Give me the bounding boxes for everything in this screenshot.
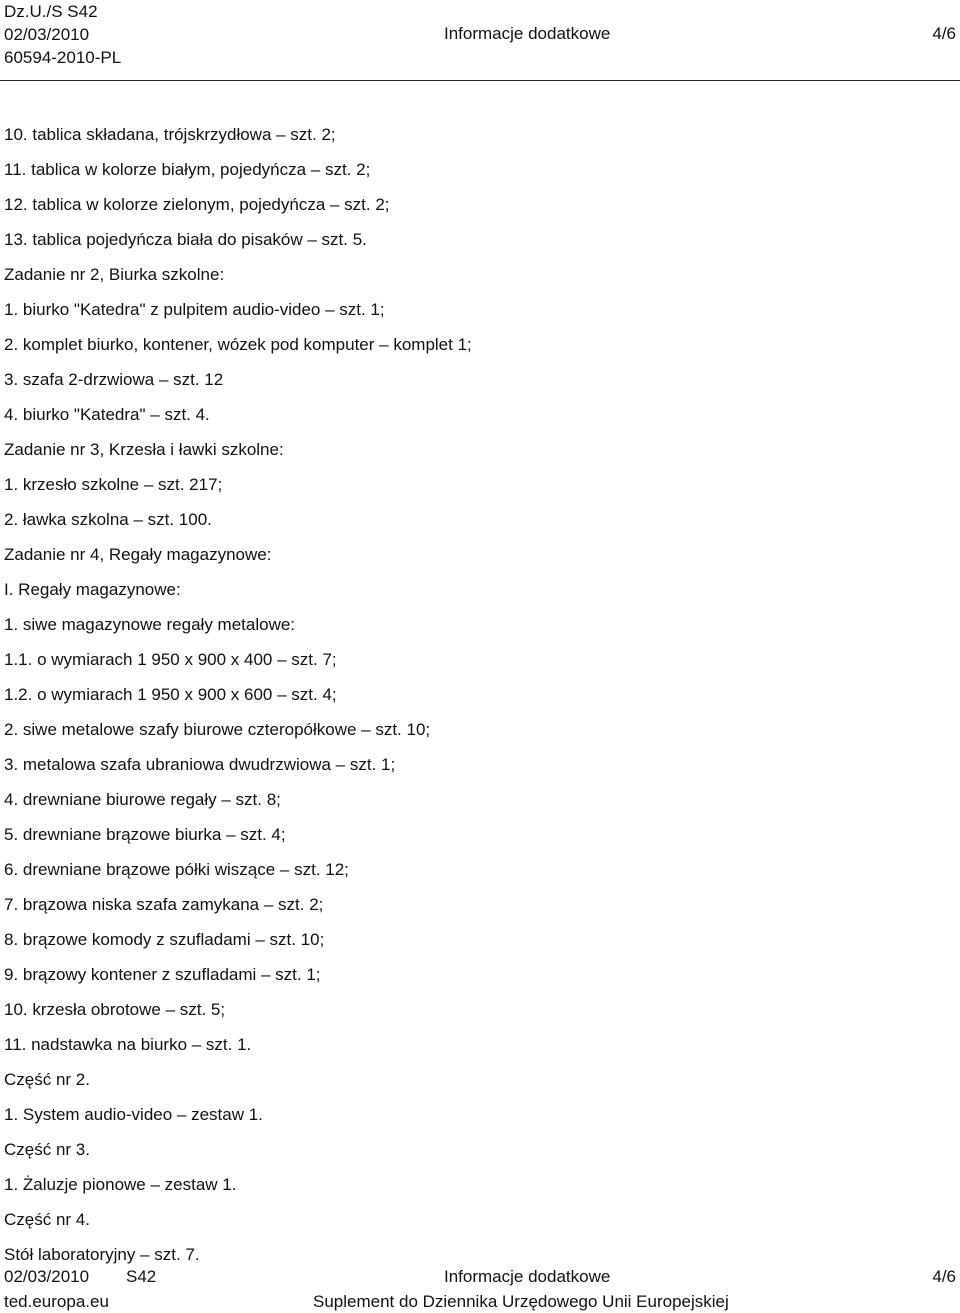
footer-publication: Suplement do Dziennika Urzędowego Unii Europejskiej xyxy=(313,1292,729,1311)
header-date: 02/03/2010 xyxy=(4,25,90,44)
page-header xyxy=(0,0,960,70)
header-section-title: Informacje dodatkowe xyxy=(444,24,611,43)
text-line: Część nr 3. xyxy=(4,1140,90,1159)
text-line: 1. krzesło szkolne – szt. 217; xyxy=(4,475,223,494)
text-line: Zadanie nr 2, Biurka szkolne: xyxy=(4,265,225,284)
page-footer xyxy=(0,1263,960,1311)
text-line: 7. brązowa niska szafa zamykana – szt. 2; xyxy=(4,895,324,914)
document-body xyxy=(4,117,944,1272)
text-line: 4. biurko "Katedra" – szt. 4. xyxy=(4,405,210,424)
footer-page-number: 4/6 xyxy=(932,1267,956,1286)
text-line: Część nr 2. xyxy=(4,1070,90,1089)
text-line: 1. Żaluzje pionowe – zestaw 1. xyxy=(4,1175,237,1194)
text-line: 2. komplet biurko, kontener, wózek pod komputer – komplet 1; xyxy=(4,335,472,354)
text-line: Zadanie nr 4, Regały magazynowe: xyxy=(4,545,272,564)
text-line: 5. drewniane brązowe biurka – szt. 4; xyxy=(4,825,286,844)
text-line: 4. drewniane biurowe regały – szt. 8; xyxy=(4,790,281,809)
text-line: 3. metalowa szafa ubraniowa dwudrzwiowa – szt. 1; xyxy=(4,755,396,774)
text-line: 8. brązowe komody z szufladami – szt. 10; xyxy=(4,930,325,949)
text-line: 1. System audio-video – zestaw 1. xyxy=(4,1105,263,1124)
text-line: 1.2. o wymiarach 1 950 x 900 x 600 – szt. 4; xyxy=(4,685,337,704)
footer-site: ted.europa.eu xyxy=(4,1292,109,1311)
text-line: 2. ławka szkolna – szt. 100. xyxy=(4,510,212,529)
text-line: 11. nadstawka na biurko – szt. 1. xyxy=(4,1035,252,1054)
text-line: 1. biurko "Katedra" z pulpitem audio-video – szt. 1; xyxy=(4,300,385,319)
header-page-number: 4/6 xyxy=(932,24,956,43)
footer-section-title: Informacje dodatkowe xyxy=(444,1267,611,1286)
text-line: 12. tablica w kolorze zielonym, pojedyńcza – szt. 2; xyxy=(4,195,390,214)
text-line: Część nr 4. xyxy=(4,1210,90,1229)
header-divider xyxy=(0,80,960,81)
text-line: Stół laboratoryjny – szt. 7. xyxy=(4,1245,200,1264)
text-line: 13. tablica pojedyńcza biała do pisaków – szt. 5. xyxy=(4,230,367,249)
text-line: 10. tablica składana, trójskrzydłowa – szt. 2; xyxy=(4,125,336,144)
notice-id: 60594-2010-PL xyxy=(4,48,122,67)
text-line: 6. drewniane brązowe półki wiszące – szt. 12; xyxy=(4,860,349,879)
text-line: I. Regały magazynowe: xyxy=(4,580,181,599)
text-line: 2. siwe metalowe szafy biurowe czteropółkowe – szt. 10; xyxy=(4,720,431,739)
text-line: Zadanie nr 3, Krzesła i ławki szkolne: xyxy=(4,440,284,459)
text-line: 10. krzesła obrotowe – szt. 5; xyxy=(4,1000,226,1019)
text-line: 1. siwe magazynowe regały metalowe: xyxy=(4,615,296,634)
text-line: 11. tablica w kolorze białym, pojedyńcza – szt. 2; xyxy=(4,160,371,179)
text-line: 9. brązowy kontener z szufladami – szt. 1; xyxy=(4,965,321,984)
footer-date: 02/03/2010 xyxy=(4,1267,90,1286)
text-line: 1.1. o wymiarach 1 950 x 900 x 400 – szt. 7; xyxy=(4,650,337,669)
journal-reference: Dz.U./S S42 xyxy=(4,2,98,21)
text-line: 3. szafa 2-drzwiowa – szt. 12 xyxy=(4,370,224,389)
footer-code: S42 xyxy=(126,1267,157,1286)
header-left-block xyxy=(4,0,121,69)
